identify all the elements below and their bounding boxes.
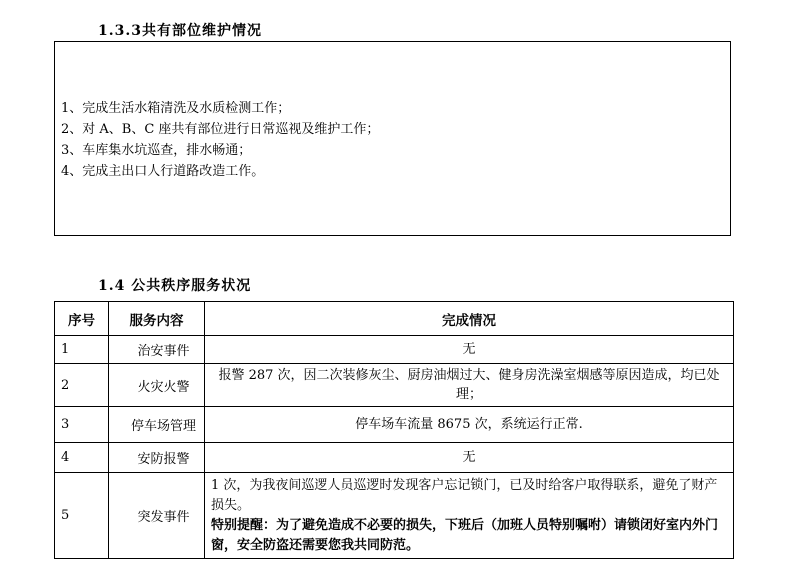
row-service: 安防报警: [109, 443, 205, 473]
table-row: [55, 336, 734, 364]
list-item: 4、完成主出口人行道路改造工作。: [61, 164, 265, 179]
table-row: [55, 443, 734, 473]
section-title-public-order: 1.4 公共秩序服务状况: [98, 278, 252, 294]
row-service: 停车场管理: [109, 407, 205, 443]
header-service: 服务内容: [109, 302, 205, 336]
row-no: 3: [55, 407, 109, 443]
list-item: 3、车库集水坑巡查，排水畅通；: [61, 143, 252, 158]
incident-description: 1 次，为我夜间巡逻人员巡逻时发现客户忘记锁门，已及时给客户取得联系，避免了财产损失。: [211, 477, 718, 513]
list-item: 2、对 A、B、C 座共有部位进行日常巡视及维护工作；: [61, 122, 380, 137]
table-row: [55, 364, 734, 407]
row-service: 突发事件: [109, 473, 205, 559]
row-service: 治安事件: [109, 336, 205, 364]
row-result: 无: [205, 336, 734, 364]
table-header-row: [55, 302, 734, 336]
row-result: 报警 287 次，因二次装修灰尘、厨房油烟过大、健身房洗澡室烟感等原因造成，均已处理；: [205, 364, 734, 407]
special-reminder: 特别提醒：为了避免造成不必要的损失，下班后（加班人员特别嘱咐）请锁闭好室内外门窗，安全防盗还需要您我共同防范。: [211, 517, 719, 553]
row-no: 4: [55, 443, 109, 473]
row-no: 2: [55, 364, 109, 407]
common-area-maintenance-box: [54, 41, 731, 236]
header-result: 完成情况: [205, 302, 734, 336]
section-title-common-area: 1.3.3共有部位维护情况: [98, 23, 262, 39]
row-service: 火灾火警: [109, 364, 205, 407]
list-item: 1、完成生活水箱清洗及水质检测工作；: [61, 101, 291, 116]
maintenance-list: [61, 98, 379, 182]
row-result: [205, 473, 734, 559]
table-row: [55, 473, 734, 559]
row-no: 1: [55, 336, 109, 364]
header-no: 序号: [55, 302, 109, 336]
row-result: 无: [205, 443, 734, 473]
table-row: [55, 407, 734, 443]
row-no: 5: [55, 473, 109, 559]
row-result: 停车场车流量 8675 次，系统运行正常.: [205, 407, 734, 443]
public-order-table: [54, 301, 734, 559]
